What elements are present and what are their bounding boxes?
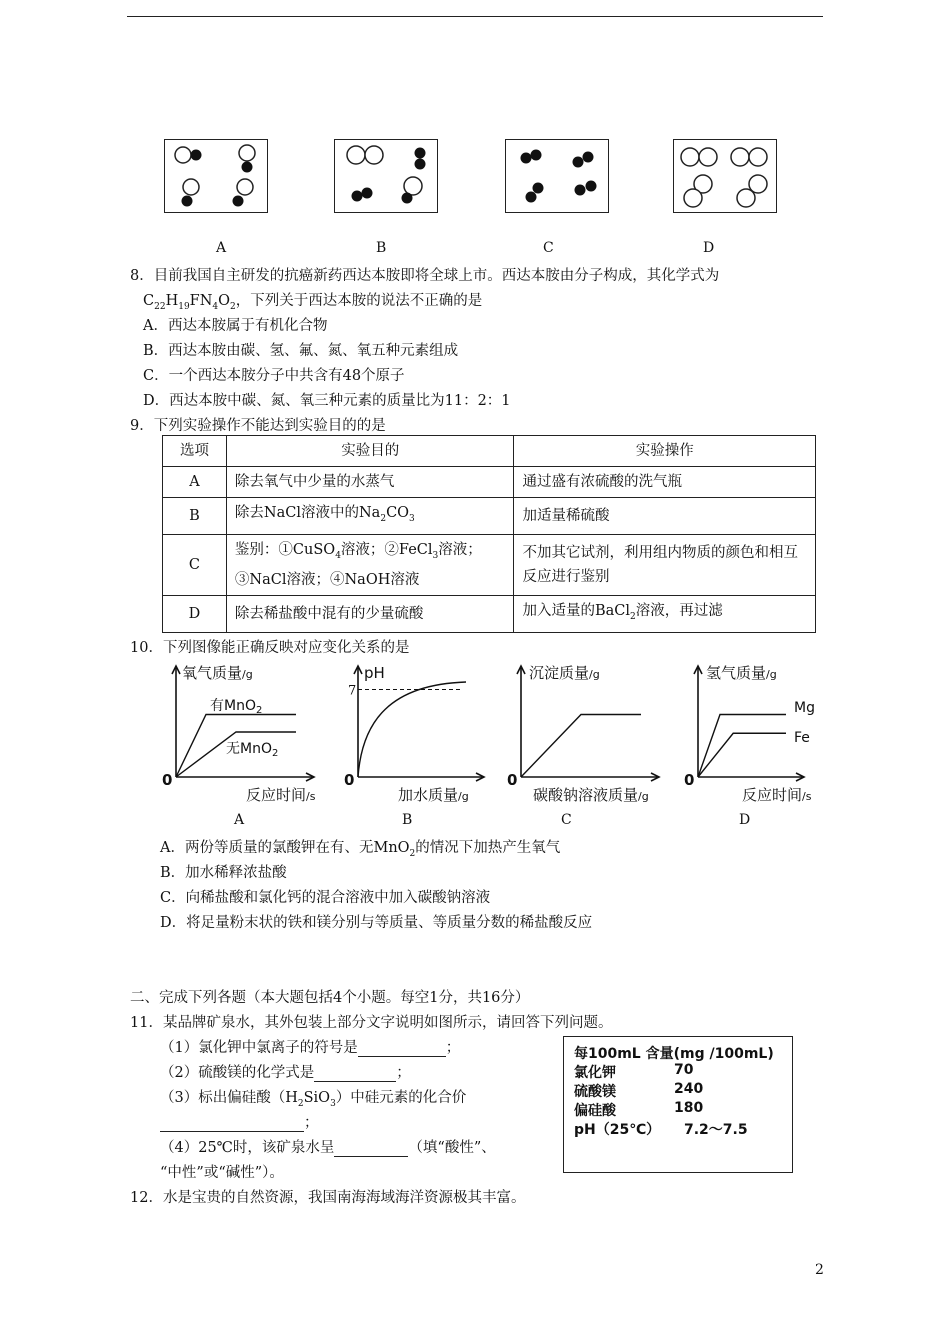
q9-header-operation: 实验操作: [514, 436, 816, 467]
q9-row-c-purpose: 鉴别：①CuSO$_4$溶液；②FeCl$_3$溶液；③NaCl溶液；④NaOH溶液: [226, 534, 514, 595]
q10-stem: 10．下列图像能正确反映对应变化关系的是: [130, 640, 410, 656]
x-axis-label: 反应时间/s: [246, 786, 316, 804]
series-line-pH: [358, 682, 466, 777]
molecule-diagram-a: [164, 139, 268, 213]
series-label: 有MnO$_2$: [210, 698, 263, 716]
molecule-label-b: B: [376, 240, 387, 256]
q11-part-4: （4）25℃时，该矿泉水呈 （填“酸性”、: [160, 1140, 496, 1156]
q9-row-b-option: B: [163, 498, 227, 535]
q11-part-2: （2）硫酸镁的化学式是 ；: [160, 1065, 411, 1081]
graph-label-c: C: [561, 812, 572, 828]
q11-part-1: （1）氯化钾中氯离子的符号是 ；: [160, 1040, 461, 1056]
q9-header-option: 选项: [163, 436, 227, 467]
x-axis-label: 反应时间/s: [742, 786, 812, 804]
q8-option-b: B．西达本胺由碳、氢、氟、氮、氧五种元素组成: [143, 343, 459, 359]
q9-row-b-operation: 加适量稀硫酸: [514, 498, 816, 535]
y-axis-label: 氧气质量/g: [182, 664, 253, 682]
q10-option-d: D．将足量粉末状的铁和镁分别与等质量、等质量分数的稀盐酸反应: [160, 915, 593, 931]
graph-label-b: B: [402, 812, 413, 828]
q9-row-d-purpose: 除去稀盐酸中混有的少量硫酸: [226, 595, 514, 632]
q9-row-c-option: C: [163, 534, 227, 595]
q11-stem: 11．某品牌矿泉水，其外包装上部分文字说明如图所示，请回答下列问题。: [130, 1015, 613, 1031]
graph-label-a: A: [234, 812, 245, 828]
q9-row-a-purpose: 除去氧气中少量的水蒸气: [226, 467, 514, 498]
graph-a: [158, 660, 328, 810]
q8-formula: $C_{22}H_{19}FN_4O_2$: [143, 293, 236, 312]
q9-header-purpose: 实验目的: [226, 436, 514, 467]
answer-blank-4[interactable]: [334, 1140, 408, 1157]
x-axis-label: 碳酸钠溶液质量/g: [533, 786, 649, 804]
reference-tick-label: 7: [348, 683, 357, 699]
origin-label: 0: [162, 771, 173, 789]
y-axis-label: 沉淀质量/g: [529, 664, 600, 682]
graph-d: [682, 660, 832, 810]
answer-blank-3[interactable]: [160, 1115, 304, 1132]
molecule-diagram-b: [334, 139, 438, 213]
label-box-row: 硫酸镁 240: [574, 1081, 704, 1100]
q9-row-c: [163, 534, 816, 595]
origin-label: 0: [684, 771, 695, 789]
molecule-label-a: A: [216, 240, 227, 256]
q11-part-3-answer: ；: [160, 1111, 319, 1132]
graph-b: [340, 660, 500, 810]
answer-blank-2[interactable]: [314, 1065, 396, 1082]
series-line-Mg: [698, 715, 786, 778]
answer-blank-1[interactable]: [358, 1040, 446, 1057]
q8-stem: 8．目前我国自主研发的抗癌新药西达本胺即将全球上市。西达本胺由分子构成，其化学式为: [130, 268, 720, 284]
graph-c: [505, 660, 675, 810]
series-label: 无MnO$_2$: [226, 741, 279, 759]
q9-stem: 9．下列实验操作不能达到实验目的的是: [130, 418, 386, 434]
x-axis-label: 加水质量/g: [398, 786, 469, 804]
label-box-title: 每100mL 含量(mg /100mL): [574, 1046, 774, 1062]
q10-option-b: B．加水稀释浓盐酸: [160, 865, 287, 881]
q9-row-a-option: A: [163, 467, 227, 498]
molecule-diagram-c: [505, 139, 609, 213]
series-label: Fe: [794, 730, 810, 746]
q9-row-d-option: D: [163, 595, 227, 632]
page-number: 2: [815, 1262, 824, 1278]
q9-table: [162, 435, 816, 633]
q9-row-d-operation: 加入适量的BaCl$_2$溶液，再过滤: [514, 595, 816, 632]
section-2-heading: 二、完成下列各题（本大题包括4个小题。每空1分，共16分）: [130, 990, 530, 1006]
q8-formula-line: $C_{22}H_{19}FN_4O_2$，下列关于西达本胺的说法不正确的是: [143, 293, 483, 312]
q9-row-a: [163, 467, 816, 498]
molecule-label-d: D: [703, 240, 715, 256]
molecule-diagram-d: [673, 139, 777, 213]
origin-label: 0: [507, 771, 518, 789]
y-axis-label: 氢气质量/g: [706, 664, 777, 682]
q9-row-b-purpose: 除去NaCl溶液中的$Na_2CO_3$: [226, 498, 514, 535]
q11-part-4-cont: “中性”或“碱性”）。: [160, 1165, 284, 1181]
q12-stem: 12．水是宝贵的自然资源，我国南海海域海洋资源极其丰富。: [130, 1190, 526, 1206]
y-axis-label: pH: [364, 664, 385, 682]
q8-option-c: C．一个西达本胺分子中共含有48个原子: [143, 368, 405, 384]
q11-part-3: （3）标出偏硅酸$(H_2SiO_3)$中硅元素的化合价: [160, 1090, 467, 1109]
label-box-row: 偏硅酸 180: [574, 1100, 704, 1119]
q9-row-d: [163, 595, 816, 632]
q9-row-a-operation: 通过盛有浓硫酸的洗气瓶: [514, 467, 816, 498]
q8-option-a: A．西达本胺属于有机化合物: [143, 318, 328, 334]
label-box-row: 氯化钾 70: [574, 1062, 694, 1081]
q10-option-c: C．向稀盐酸和氯化钙的混合溶液中加入碳酸钠溶液: [160, 890, 491, 906]
series-line-沉淀: [521, 715, 641, 778]
q10-option-a: A．两份等质量的氯酸钾在有、无MnO$_2$的情况下加热产生氧气: [160, 840, 561, 859]
top-rule: [127, 16, 823, 17]
q8-option-d: D．西达本胺中碳、氮、氧三种元素的质量比为11：2：1: [143, 393, 511, 409]
graph-label-d: D: [739, 812, 751, 828]
label-box-row: pH（25℃） 7.2～7.5: [574, 1122, 748, 1138]
q9-row-c-operation: 不加其它试剂，利用组内物质的颜色和相互反应进行鉴别: [514, 534, 816, 595]
q9-row-b: [163, 498, 816, 535]
series-label: Mg: [794, 700, 815, 716]
mineral-water-label-box: [563, 1036, 793, 1173]
q9-header-row: [163, 436, 816, 467]
origin-label: 0: [344, 771, 355, 789]
molecule-label-c: C: [543, 240, 554, 256]
